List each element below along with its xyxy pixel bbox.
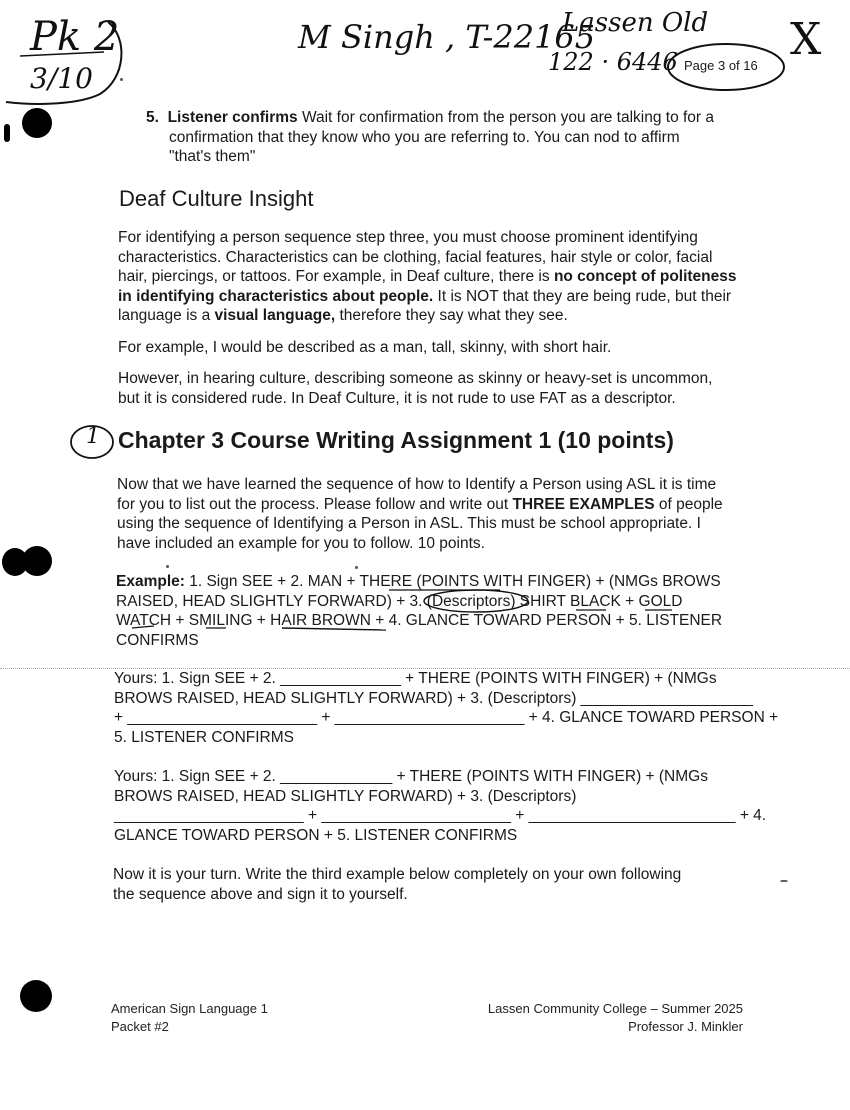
binder-hole-bottom xyxy=(20,980,52,1012)
scan-speck xyxy=(4,124,10,142)
footer-professor: Professor J. Minkler xyxy=(628,1019,743,1034)
handwritten-grade-top: Pk 2 xyxy=(30,14,120,60)
yours-text: Yours: 1. Sign SEE + 2. ______________ + THERE (POINTS WITH FINGER) + (NMGs xyxy=(114,670,717,687)
example-text: RAISED, HEAD SLIGHTLY FORWARD) + 3. (Descriptors) SHIRT BLACK + GOLD xyxy=(116,592,683,610)
deaf-culture-heading: Deaf Culture Insight xyxy=(119,186,314,211)
example-text: CONFIRMS xyxy=(116,631,199,649)
insight-text: but it is considered rude. In Deaf Culture, it is not rude to use FAT as a descriptor. xyxy=(118,389,676,407)
step-5-number: 5. xyxy=(146,109,159,126)
handwritten-grade-bottom: 3/10 xyxy=(30,62,93,95)
assignment-text: using the sequence of Identifying a Person in ASL. This must be school appropriate. I xyxy=(117,515,701,532)
example-text: 1. Sign SEE + 2. MAN + THERE (POINTS WITH FINGER) + (NMGs BROWS xyxy=(184,573,721,590)
your-turn-text: the sequence above and sign it to yourself. xyxy=(113,885,408,903)
yours-text: Yours: 1. Sign SEE + 2. _____________ + THERE (POINTS WITH FINGER) + (NMGs xyxy=(114,768,708,785)
binder-hole-top xyxy=(22,108,52,138)
example-text: WATCH + SMILING + HAIR BROWN + 4. GLANCE TOWARD PERSON + 5. LISTENER xyxy=(116,612,723,629)
your-turn-text: Now it is your turn. Write the third example below completely on your own following xyxy=(113,866,682,883)
scan-speck xyxy=(780,880,788,882)
step-5-label: Listener confirms xyxy=(167,109,298,126)
your-turn-paragraph xyxy=(113,865,681,904)
insight-text: hair, piercings, or tattoos. For example, in Deaf culture, there is xyxy=(118,268,554,285)
yours-text: 5. LISTENER CONFIRMS xyxy=(114,728,294,746)
footer-left xyxy=(111,1000,268,1036)
yours-text: GLANCE TOWARD PERSON + 5. LISTENER CONFIRMS xyxy=(114,826,518,844)
step-5-item xyxy=(146,108,714,167)
handwritten-x-mark: X xyxy=(790,14,822,65)
step-5-text: confirmation that they know who you are referring to. You can nod to affirm xyxy=(169,128,680,146)
example-label: Example: xyxy=(116,573,185,590)
scan-speck xyxy=(355,566,358,569)
handwritten-phone: 122 · 6446 xyxy=(548,48,678,76)
scan-speck xyxy=(166,565,169,568)
insight-paragraph-3 xyxy=(118,369,712,408)
assignment-text: Now that we have learned the sequence of how to Identify a Person using ASL it is time xyxy=(117,476,717,493)
insight-paragraph-1 xyxy=(118,228,737,326)
assignment-intro xyxy=(117,475,723,553)
insight-text: therefore they say what they see. xyxy=(335,307,568,324)
step-5-text: Wait for confirmation from the person you are talking to for a xyxy=(301,109,715,126)
yours-example-2 xyxy=(114,767,766,845)
insight-emphasis: visual language, xyxy=(214,307,336,324)
footer-course: American Sign Language 1 xyxy=(111,1001,268,1016)
insight-emphasis: no concept of politeness xyxy=(553,268,737,285)
yours-text: ______________________ + ______________________ + ________________________ + 4. xyxy=(114,807,767,824)
insight-text: language is a xyxy=(118,307,215,324)
yours-example-1 xyxy=(114,669,778,747)
assignment-heading: Chapter 3 Course Writing Assignment 1 (10 points) xyxy=(118,427,674,453)
assignment-text: for you to list out the process. Please follow and write out xyxy=(117,495,513,513)
handwritten-location: Lassen Old xyxy=(562,8,709,38)
binder-hole-middle-right xyxy=(22,546,52,576)
insight-text: For identifying a person sequence step three, you must choose prominent identifying xyxy=(118,229,698,246)
handwritten-student-name: M Singh , T-22165 xyxy=(298,18,596,56)
footer-right xyxy=(488,1000,743,1036)
insight-text: It is NOT that they are being rude, but their xyxy=(433,287,732,305)
scan-speck xyxy=(120,78,123,81)
insight-paragraph-2: For example, I would be described as a man, tall, skinny, with short hair. xyxy=(118,339,612,356)
yours-text: + ______________________ + ______________________ + 4. GLANCE TOWARD PERSON + xyxy=(114,709,779,726)
insight-emphasis: in identifying characteristics about people. xyxy=(118,287,434,305)
yours-text: BROWS RAISED, HEAD SLIGHTLY FORWARD) + 3. (Descriptors) xyxy=(114,787,577,805)
example-block xyxy=(116,572,722,650)
assignment-text: have included an example for you to follow. 10 points. xyxy=(117,534,485,552)
insight-text: characteristics. Characteristics can be clothing, facial features, hair style or color, facial xyxy=(118,248,713,266)
footer-packet: Packet #2 xyxy=(111,1019,169,1034)
insight-text: However, in hearing culture, describing someone as skinny or heavy-set is uncommon, xyxy=(118,370,713,387)
step-5-text: "that's them" xyxy=(169,148,256,165)
assignment-emphasis: THREE EXAMPLES xyxy=(512,495,655,513)
footer-college: Lassen Community College – Summer 2025 xyxy=(487,1001,743,1016)
assignment-text: of people xyxy=(654,495,723,513)
handwritten-assignment-number: 1 xyxy=(86,424,100,449)
page-number-label: Page 3 of 16 xyxy=(684,58,758,73)
yours-text: BROWS RAISED, HEAD SLIGHTLY FORWARD) + 3. (Descriptors) ____________________ xyxy=(114,689,754,707)
